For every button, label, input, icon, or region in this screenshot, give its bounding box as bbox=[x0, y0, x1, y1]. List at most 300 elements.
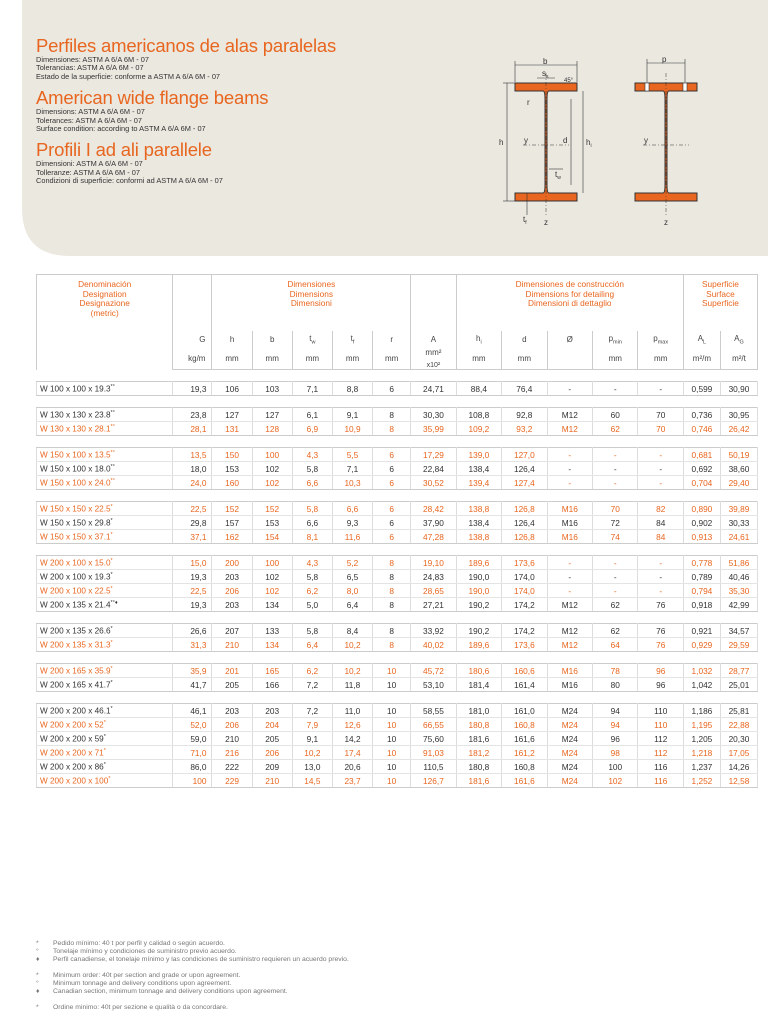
row-designation: W 150 x 100 x 13.5*° bbox=[37, 448, 173, 462]
row-value: 24,71 bbox=[411, 382, 456, 396]
row-value: 1,032 bbox=[683, 664, 720, 678]
row-value: M16 bbox=[547, 530, 592, 544]
row-value: 25,81 bbox=[720, 704, 757, 718]
row-value: M24 bbox=[547, 774, 592, 788]
row-value: 10 bbox=[373, 732, 411, 746]
row-value: 10,2 bbox=[332, 664, 372, 678]
title-es: Perfiles americanos de alas paralelas bbox=[36, 35, 337, 56]
row-designation: W 200 x 100 x 22.5* bbox=[37, 584, 173, 598]
row-value: 8,4 bbox=[332, 624, 372, 638]
row-value: 8,1 bbox=[292, 530, 332, 544]
row-value: 190,2 bbox=[456, 598, 501, 612]
row-designation: W 200 x 200 x 100* bbox=[37, 774, 173, 788]
row-value: 26,6 bbox=[173, 624, 212, 638]
row-value: 103 bbox=[252, 382, 292, 396]
row-value: 19,10 bbox=[411, 556, 456, 570]
row-value: 15,0 bbox=[173, 556, 212, 570]
row-value: 134 bbox=[252, 598, 292, 612]
row-value: 161,6 bbox=[502, 732, 547, 746]
row-value: - bbox=[593, 556, 638, 570]
row-value: 166 bbox=[252, 678, 292, 692]
row-value: 13,5 bbox=[173, 448, 212, 462]
row-value: 24,61 bbox=[720, 530, 757, 544]
table-row bbox=[37, 584, 758, 598]
axis-label-y2: y bbox=[644, 136, 648, 145]
row-value: 70 bbox=[593, 502, 638, 516]
row-value: 210 bbox=[212, 732, 252, 746]
row-value: 205 bbox=[212, 678, 252, 692]
dim-label-p: p bbox=[662, 55, 667, 64]
table-row bbox=[37, 570, 758, 584]
row-value: 174,0 bbox=[502, 584, 547, 598]
row-value: 180,6 bbox=[456, 664, 501, 678]
subtitle-it-2: Tolleranze: ASTM A 6/A 6M - 07 bbox=[36, 167, 140, 177]
row-value: 40,46 bbox=[720, 570, 757, 584]
column-unit: m²/m bbox=[683, 348, 720, 370]
row-value: - bbox=[638, 570, 683, 584]
row-value: 62 bbox=[593, 624, 638, 638]
row-value: 189,6 bbox=[456, 556, 501, 570]
column-unit: mm² x10² bbox=[411, 348, 456, 370]
row-designation: W 150 x 150 x 29.8* bbox=[37, 516, 173, 530]
row-value: 9,3 bbox=[332, 516, 372, 530]
row-value: 66,55 bbox=[411, 718, 456, 732]
row-value: 116 bbox=[638, 760, 683, 774]
table-row bbox=[37, 664, 758, 678]
row-value: 6 bbox=[373, 448, 411, 462]
row-value: 1,042 bbox=[683, 678, 720, 692]
row-value: 181,2 bbox=[456, 746, 501, 760]
row-value: 110,5 bbox=[411, 760, 456, 774]
table-row bbox=[37, 462, 758, 476]
subtitle-en-1: Dimensions: ASTM A 6/A 6M - 07 bbox=[36, 107, 145, 117]
row-value: 207 bbox=[212, 624, 252, 638]
row-value: 173,6 bbox=[502, 556, 547, 570]
row-value: 31,3 bbox=[173, 638, 212, 652]
row-value: 174,2 bbox=[502, 598, 547, 612]
table-row bbox=[37, 382, 758, 396]
row-value: 10 bbox=[373, 704, 411, 718]
row-value: M12 bbox=[547, 624, 592, 638]
row-value: 4,3 bbox=[292, 556, 332, 570]
row-value: 14,5 bbox=[292, 774, 332, 788]
row-value: 76 bbox=[638, 624, 683, 638]
column-unit: m²/t bbox=[720, 348, 757, 370]
row-value: 30,30 bbox=[411, 408, 456, 422]
row-value: M16 bbox=[547, 516, 592, 530]
row-value: 9,1 bbox=[332, 408, 372, 422]
row-value: 92,8 bbox=[502, 408, 547, 422]
row-value: 38,60 bbox=[720, 462, 757, 476]
row-value: 0,890 bbox=[683, 502, 720, 516]
row-value: 40,02 bbox=[411, 638, 456, 652]
row-value: 128 bbox=[252, 422, 292, 436]
row-value: 6 bbox=[373, 530, 411, 544]
column-unit: mm bbox=[502, 348, 547, 370]
row-value: 161,0 bbox=[502, 704, 547, 718]
dim-label-ss: $s_s$ bbox=[542, 69, 549, 80]
row-value: 6 bbox=[373, 382, 411, 396]
row-value: 28,42 bbox=[411, 502, 456, 516]
row-value: 0,929 bbox=[683, 638, 720, 652]
row-value: 7,1 bbox=[332, 462, 372, 476]
row-value: 126,7 bbox=[411, 774, 456, 788]
row-designation: W 200 x 200 x 86* bbox=[37, 760, 173, 774]
row-value: 41,7 bbox=[173, 678, 212, 692]
row-value: 138,8 bbox=[456, 530, 501, 544]
row-value: 11,6 bbox=[332, 530, 372, 544]
row-value: 82 bbox=[638, 502, 683, 516]
row-designation: W 200 x 200 x 52* bbox=[37, 718, 173, 732]
row-value: - bbox=[638, 448, 683, 462]
row-value: 6 bbox=[373, 462, 411, 476]
column-symbol: $h_i$ bbox=[456, 331, 501, 348]
row-value: 127,4 bbox=[502, 476, 547, 490]
row-value: 110 bbox=[638, 718, 683, 732]
row-value: 6,4 bbox=[292, 638, 332, 652]
row-value: 6,2 bbox=[292, 584, 332, 598]
row-value: 138,4 bbox=[456, 462, 501, 476]
row-value: 62 bbox=[593, 598, 638, 612]
row-value: 10,2 bbox=[332, 638, 372, 652]
row-value: - bbox=[593, 584, 638, 598]
row-designation: W 200 x 200 x 59* bbox=[37, 732, 173, 746]
title-en: American wide flange beams bbox=[36, 87, 269, 109]
row-value: 152 bbox=[252, 502, 292, 516]
row-value: 23,7 bbox=[332, 774, 372, 788]
table-row bbox=[37, 422, 758, 436]
table-row bbox=[37, 704, 758, 718]
group-detailing: Dimensiones de construcción Dimensions for detailing Dimensioni di dettaglio bbox=[456, 275, 683, 332]
row-value: M24 bbox=[547, 732, 592, 746]
row-value: 23,8 bbox=[173, 408, 212, 422]
row-value: 14,2 bbox=[332, 732, 372, 746]
row-value: 106 bbox=[212, 382, 252, 396]
row-value: 100 bbox=[252, 556, 292, 570]
row-value: - bbox=[593, 382, 638, 396]
row-value: 180,8 bbox=[456, 760, 501, 774]
footnotes bbox=[36, 940, 536, 1012]
row-value: M12 bbox=[547, 638, 592, 652]
row-value: 0,913 bbox=[683, 530, 720, 544]
row-designation: W 200 x 165 x 41.7* bbox=[37, 678, 173, 692]
row-value: 25,01 bbox=[720, 678, 757, 692]
row-value: 8 bbox=[373, 638, 411, 652]
row-value: 180,8 bbox=[456, 718, 501, 732]
row-value: M24 bbox=[547, 704, 592, 718]
column-unit bbox=[547, 348, 592, 370]
row-value: 0,778 bbox=[683, 556, 720, 570]
row-value: 80 bbox=[593, 678, 638, 692]
row-value: 154 bbox=[252, 530, 292, 544]
row-value: 112 bbox=[638, 746, 683, 760]
row-value: 210 bbox=[212, 638, 252, 652]
row-value: 181,6 bbox=[456, 732, 501, 746]
subtitle-en-2: Tolerances: ASTM A 6/A 6M - 07 bbox=[36, 115, 142, 125]
row-value: 153 bbox=[212, 462, 252, 476]
row-value: 206 bbox=[212, 584, 252, 598]
row-value: 8 bbox=[373, 598, 411, 612]
row-value: 160,8 bbox=[502, 760, 547, 774]
row-value: 72 bbox=[593, 516, 638, 530]
table-row bbox=[37, 774, 758, 788]
row-value: 1,218 bbox=[683, 746, 720, 760]
subtitle-es-1: Dimensiones: ASTM A 6/A 6M - 07 bbox=[36, 55, 149, 64]
row-value: - bbox=[593, 448, 638, 462]
row-value: 26,42 bbox=[720, 422, 757, 436]
column-symbol: $p_{min}$ bbox=[593, 331, 638, 348]
dim-label-h: h bbox=[499, 138, 504, 147]
group-surface: Superficie Surface Superficie bbox=[683, 275, 757, 332]
row-value: 8 bbox=[373, 422, 411, 436]
row-value: 10 bbox=[373, 664, 411, 678]
row-value: 6,9 bbox=[292, 422, 332, 436]
table-row bbox=[37, 448, 758, 462]
row-value: 160,8 bbox=[502, 718, 547, 732]
row-value: 5,8 bbox=[292, 624, 332, 638]
footnote: * Minimum order: 40t per section and grade or upon agreement. bbox=[36, 972, 241, 979]
row-value: 42,99 bbox=[720, 598, 757, 612]
row-value: - bbox=[638, 584, 683, 598]
row-value: 203 bbox=[212, 704, 252, 718]
row-value: 33,92 bbox=[411, 624, 456, 638]
row-value: 0,746 bbox=[683, 422, 720, 436]
row-value: 10 bbox=[373, 760, 411, 774]
row-value: 8,0 bbox=[332, 584, 372, 598]
row-value: 6,4 bbox=[332, 598, 372, 612]
row-value: M16 bbox=[547, 678, 592, 692]
dim-label-tf: $t_f$ bbox=[523, 215, 527, 226]
row-designation: W 150 x 100 x 18.0*° bbox=[37, 462, 173, 476]
row-value: 96 bbox=[593, 732, 638, 746]
row-value: 126,8 bbox=[502, 530, 547, 544]
footnote: ♦ Perfil canadiense, el tonelaje mínimo y las condiciones de suministro requieren un acuerdo previo. bbox=[36, 956, 349, 963]
row-designation: W 200 x 200 x 46.1* bbox=[37, 704, 173, 718]
row-value: 133 bbox=[252, 624, 292, 638]
row-value: 17,4 bbox=[332, 746, 372, 760]
row-value: 1,237 bbox=[683, 760, 720, 774]
row-value: 5,8 bbox=[292, 462, 332, 476]
table-row bbox=[37, 502, 758, 516]
footnote: ° Minimum tonnage and delivery conditions upon agreement. bbox=[36, 980, 232, 987]
row-value: 100 bbox=[173, 774, 212, 788]
row-value: 190,0 bbox=[456, 584, 501, 598]
row-value: 5,8 bbox=[292, 502, 332, 516]
row-value: 190,0 bbox=[456, 570, 501, 584]
column-symbol: h bbox=[212, 331, 252, 348]
row-value: 5,8 bbox=[292, 570, 332, 584]
row-value: 76 bbox=[638, 638, 683, 652]
row-value: 29,40 bbox=[720, 476, 757, 490]
row-value: - bbox=[638, 382, 683, 396]
column-symbol: A bbox=[411, 331, 456, 348]
column-symbol: $t_f$ bbox=[332, 331, 372, 348]
row-value: 24,0 bbox=[173, 476, 212, 490]
row-value: 216 bbox=[212, 746, 252, 760]
row-value: 190,2 bbox=[456, 624, 501, 638]
row-designation: W 150 x 150 x 22.5* bbox=[37, 502, 173, 516]
axis-label-y: y bbox=[524, 136, 528, 145]
row-value: 108,8 bbox=[456, 408, 501, 422]
row-value: - bbox=[638, 462, 683, 476]
group-a-blank bbox=[411, 275, 456, 332]
row-value: 0,918 bbox=[683, 598, 720, 612]
row-designation: W 130 x 130 x 23.8*° bbox=[37, 408, 173, 422]
column-symbol: b bbox=[252, 331, 292, 348]
row-value: 0,902 bbox=[683, 516, 720, 530]
row-value: 17,29 bbox=[411, 448, 456, 462]
table-row bbox=[37, 718, 758, 732]
row-value: 14,26 bbox=[720, 760, 757, 774]
row-value: 22,5 bbox=[173, 502, 212, 516]
row-value: 210 bbox=[252, 774, 292, 788]
row-designation: W 200 x 135 x 26.6* bbox=[37, 624, 173, 638]
row-value: 10 bbox=[373, 774, 411, 788]
row-value: 229 bbox=[212, 774, 252, 788]
row-value: 78 bbox=[593, 664, 638, 678]
row-value: 10 bbox=[373, 678, 411, 692]
row-value: 139,0 bbox=[456, 448, 501, 462]
row-value: 126,4 bbox=[502, 516, 547, 530]
row-value: 51,86 bbox=[720, 556, 757, 570]
row-value: 100 bbox=[252, 448, 292, 462]
row-value: - bbox=[593, 476, 638, 490]
row-value: 98 bbox=[593, 746, 638, 760]
row-value: - bbox=[547, 584, 592, 598]
column-unit: mm bbox=[212, 348, 252, 370]
row-value: 50,19 bbox=[720, 448, 757, 462]
row-value: 7,1 bbox=[292, 382, 332, 396]
row-value: 100 bbox=[593, 760, 638, 774]
row-value: - bbox=[547, 476, 592, 490]
row-value: 39,89 bbox=[720, 502, 757, 516]
page-header bbox=[0, 0, 768, 256]
row-value: 6,2 bbox=[292, 664, 332, 678]
row-value: 94 bbox=[593, 718, 638, 732]
row-value: 91,03 bbox=[411, 746, 456, 760]
row-value: 13,0 bbox=[292, 760, 332, 774]
row-value: 127 bbox=[212, 408, 252, 422]
axis-label-z: z bbox=[544, 218, 548, 227]
row-value: 93,2 bbox=[502, 422, 547, 436]
row-value: M16 bbox=[547, 502, 592, 516]
column-symbol: G bbox=[173, 331, 212, 348]
row-value: 22,84 bbox=[411, 462, 456, 476]
row-value: 131 bbox=[212, 422, 252, 436]
beam-hole-diagram bbox=[625, 55, 715, 230]
row-value: 17,05 bbox=[720, 746, 757, 760]
row-value: 28,1 bbox=[173, 422, 212, 436]
row-value: 24,83 bbox=[411, 570, 456, 584]
row-designation: W 150 x 150 x 37.1* bbox=[37, 530, 173, 544]
row-value: 74 bbox=[593, 530, 638, 544]
row-value: 76,4 bbox=[502, 382, 547, 396]
row-value: 29,8 bbox=[173, 516, 212, 530]
row-value: 0,599 bbox=[683, 382, 720, 396]
row-value: 34,57 bbox=[720, 624, 757, 638]
row-designation: W 200 x 100 x 19.3* bbox=[37, 570, 173, 584]
row-value: 0,704 bbox=[683, 476, 720, 490]
row-value: 102 bbox=[593, 774, 638, 788]
row-value: 6,5 bbox=[332, 570, 372, 584]
row-value: 189,6 bbox=[456, 638, 501, 652]
table-row bbox=[37, 624, 758, 638]
table-row bbox=[37, 530, 758, 544]
row-value: 160 bbox=[212, 476, 252, 490]
row-value: - bbox=[547, 556, 592, 570]
row-value: 8,8 bbox=[332, 382, 372, 396]
subtitle-es-2: Tolerancias: ASTM A 6/A 6M - 07 bbox=[36, 63, 144, 73]
row-value: 76 bbox=[638, 598, 683, 612]
row-value: 28,77 bbox=[720, 664, 757, 678]
row-value: 8 bbox=[373, 408, 411, 422]
row-value: 165 bbox=[252, 664, 292, 678]
column-symbol: r bbox=[373, 331, 411, 348]
row-value: 84 bbox=[638, 530, 683, 544]
table-row bbox=[37, 516, 758, 530]
row-value: 8 bbox=[373, 556, 411, 570]
row-value: 205 bbox=[252, 732, 292, 746]
row-value: - bbox=[638, 556, 683, 570]
row-value: 29,59 bbox=[720, 638, 757, 652]
row-value: 174,0 bbox=[502, 570, 547, 584]
row-value: 5,2 bbox=[332, 556, 372, 570]
row-value: 5,5 bbox=[332, 448, 372, 462]
row-designation: W 100 x 100 x 19.3*° bbox=[37, 382, 173, 396]
row-value: 126,4 bbox=[502, 462, 547, 476]
row-value: 10,9 bbox=[332, 422, 372, 436]
row-value: 8 bbox=[373, 624, 411, 638]
row-designation: W 200 x 100 x 15.0* bbox=[37, 556, 173, 570]
row-value: M24 bbox=[547, 760, 592, 774]
row-value: 8 bbox=[373, 584, 411, 598]
row-value: 102 bbox=[252, 570, 292, 584]
row-value: 127 bbox=[252, 408, 292, 422]
row-value: 9,1 bbox=[292, 732, 332, 746]
row-value: 11,8 bbox=[332, 678, 372, 692]
footnote: * Ordine minimo: 40t per sezione e qualità o da concordare. bbox=[36, 1004, 228, 1011]
dim-label-d: d bbox=[563, 136, 568, 145]
row-value: 18,0 bbox=[173, 462, 212, 476]
row-designation: W 150 x 100 x 24.0*° bbox=[37, 476, 173, 490]
row-value: 173,6 bbox=[502, 638, 547, 652]
row-value: 58,55 bbox=[411, 704, 456, 718]
row-value: 30,52 bbox=[411, 476, 456, 490]
column-symbol: $t_w$ bbox=[292, 331, 332, 348]
row-value: - bbox=[638, 476, 683, 490]
row-value: 6 bbox=[373, 476, 411, 490]
row-value: 22,5 bbox=[173, 584, 212, 598]
row-value: 28,65 bbox=[411, 584, 456, 598]
row-value: 5,0 bbox=[292, 598, 332, 612]
row-value: 6,6 bbox=[332, 502, 372, 516]
row-value: 209 bbox=[252, 760, 292, 774]
column-unit: mm bbox=[292, 348, 332, 370]
row-value: 138,4 bbox=[456, 516, 501, 530]
row-value: 6,1 bbox=[292, 408, 332, 422]
row-value: 0,692 bbox=[683, 462, 720, 476]
row-value: 109,2 bbox=[456, 422, 501, 436]
row-value: - bbox=[593, 570, 638, 584]
column-unit: mm bbox=[332, 348, 372, 370]
row-value: 200 bbox=[212, 556, 252, 570]
row-value: 6,6 bbox=[292, 516, 332, 530]
table-row bbox=[37, 732, 758, 746]
row-value: 1,252 bbox=[683, 774, 720, 788]
row-value: 204 bbox=[252, 718, 292, 732]
row-value: 60 bbox=[593, 408, 638, 422]
row-designation: W 200 x 135 x 21.4*°♦ bbox=[37, 598, 173, 612]
